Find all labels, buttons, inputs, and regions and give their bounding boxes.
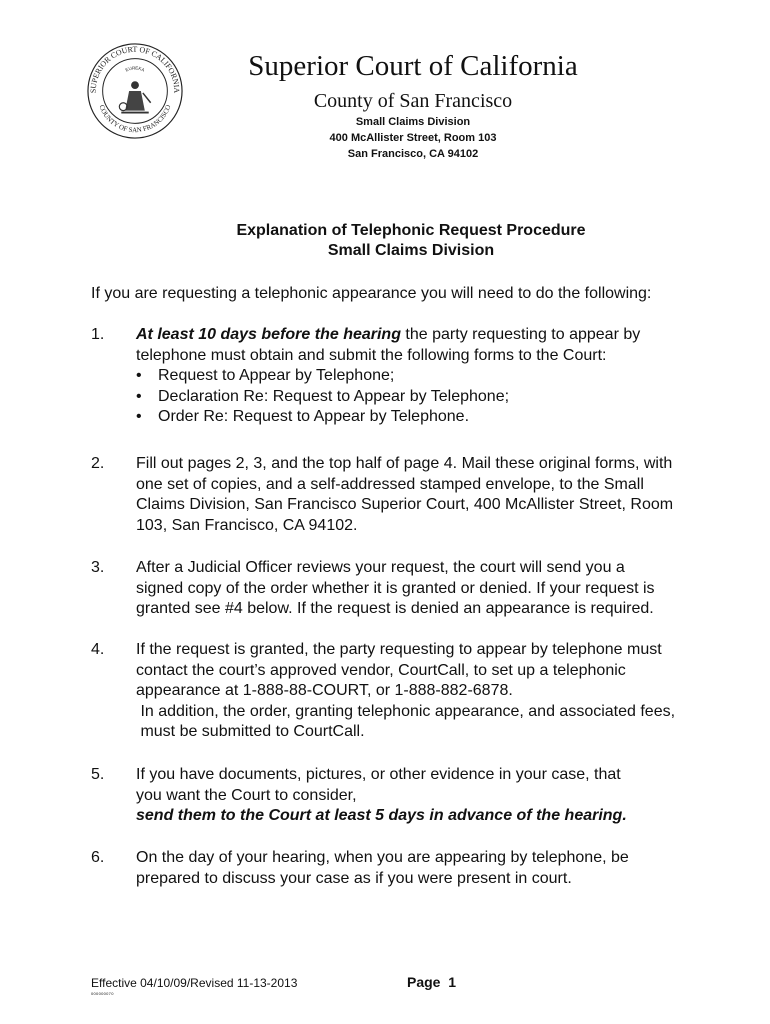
item-line: signed copy of the order whether it is granted or denied. If your request is bbox=[136, 579, 655, 597]
item-number: 3. bbox=[91, 559, 105, 576]
item-number: 5. bbox=[91, 766, 105, 783]
item-line: must be submitted to CourtCall. bbox=[136, 723, 365, 741]
item-emphasis: At least 10 days before the hearing bbox=[136, 326, 401, 343]
item-line: appearance at 1-888-88-COURT, or 1-888-882-6878. bbox=[136, 682, 513, 700]
item-number: 1. bbox=[91, 326, 105, 343]
bullet-item: • Declaration Re: Request to Appear by Telephone; bbox=[136, 387, 741, 408]
effective-date: Effective 04/10/09/Revised 11-13-2013 bbox=[91, 976, 298, 990]
court-title: Superior Court of California bbox=[248, 50, 578, 82]
county-title: County of San Francisco bbox=[313, 90, 513, 112]
item-line: If you have documents, pictures, or other evidence in your case, that bbox=[136, 766, 621, 783]
item-line-rest: the party requesting to appear by bbox=[400, 326, 641, 343]
street-address: 400 McAllister Street, Room 103 bbox=[329, 132, 497, 144]
item-line: contact the court’s approved vendor, CourtCall, to set up a telephonic bbox=[136, 661, 626, 679]
item-number: 2. bbox=[91, 455, 105, 472]
item-line: you want the Court to consider, bbox=[136, 786, 357, 804]
bullet-item: • Request to Appear by Telephone; bbox=[136, 366, 741, 387]
item-line: If the request is granted, the party requesting to appear by telephone must bbox=[136, 641, 662, 658]
item-line: Claims Division, San Francisco Superior Court, 400 McAllister Street, Room bbox=[136, 496, 674, 514]
bullet-icon: • bbox=[136, 367, 142, 385]
seal-ring-bottom: COUNTY OF SAN FRANCISCO bbox=[97, 104, 173, 135]
intro-text: If you are requesting a telephonic appearance you will need to do the following: bbox=[91, 285, 652, 302]
item-line: one set of copies, and a self-addressed stamped envelope, to the Small bbox=[136, 475, 644, 493]
item-line: prepared to discuss your case as if you were present in court. bbox=[136, 869, 572, 887]
item-line: On the day of your hearing, when you are appearing by telephone, be bbox=[136, 849, 629, 866]
item-number: 4. bbox=[91, 641, 105, 658]
bullet-item: • Order Re: Request to Appear by Telephone. bbox=[136, 407, 741, 428]
title-line-1: Explanation of Telephonic Request Procedure bbox=[236, 222, 586, 239]
bullet-icon: • bbox=[136, 408, 142, 426]
seal-ring-top: SUPERIOR COURT OF CALIFORNIA bbox=[88, 44, 182, 94]
city-address: San Francisco, CA 94102 bbox=[347, 148, 479, 160]
item-line: telephone must obtain and submit the following forms to the Court: bbox=[136, 346, 607, 364]
item-line: Fill out pages 2, 3, and the top half of page 4. Mail these original forms, with bbox=[136, 455, 673, 472]
document-title bbox=[0, 221, 770, 261]
title-line-2: Small Claims Division bbox=[327, 242, 495, 259]
item-line: granted see #4 below. If the request is denied an appearance is required. bbox=[136, 600, 654, 618]
item-number: 6. bbox=[91, 849, 105, 866]
form-code: 000000070 bbox=[91, 991, 114, 996]
item-line: 103, San Francisco, CA 94102. bbox=[136, 516, 358, 534]
item-line: After a Judicial Officer reviews your request, the court will send you a bbox=[136, 559, 625, 576]
item-line bbox=[136, 325, 741, 346]
division-name: Small Claims Division bbox=[355, 116, 471, 128]
page-number: Page 1 bbox=[407, 974, 457, 990]
item-emphasis-line: send them to the Court at least 5 days in advance of the hearing. bbox=[136, 807, 627, 825]
item-line: In addition, the order, granting telephonic appearance, and associated fees, bbox=[136, 702, 676, 720]
bullet-icon: • bbox=[136, 387, 142, 405]
seal-inner-text: EUREKA bbox=[124, 65, 146, 73]
